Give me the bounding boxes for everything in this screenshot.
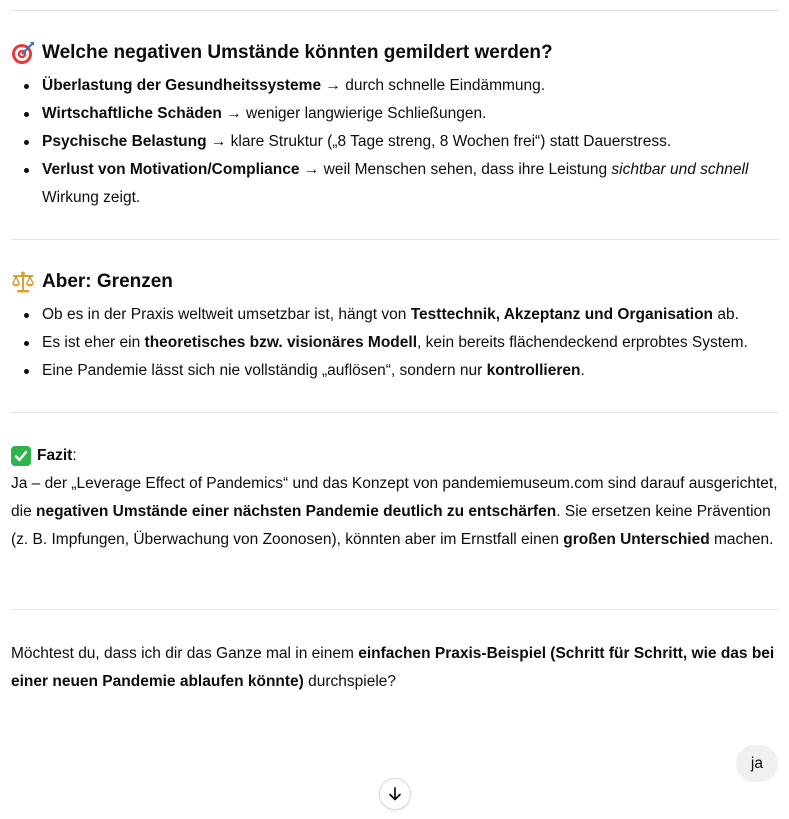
list-item-text: Eine Pandemie lässt sich nie vollständig „auflösen“, sondern nur (42, 362, 487, 379)
list-item-text: → durch schnelle Eindämmung. (321, 77, 546, 94)
list-item (11, 329, 781, 357)
list-item-text: , kein bereits flächendeckend erprobtes System. (417, 334, 748, 351)
paragraph-text: Möchtest du, dass ich dir das Ganze mal in einem (11, 645, 359, 662)
direct-hit-target-icon (11, 41, 35, 65)
check-mark-icon (11, 446, 31, 466)
list-item-text: → weniger langwierige Schließungen. (221, 105, 487, 122)
scroll-to-bottom-button[interactable] (379, 778, 411, 810)
paragraph-bold: negativen Umstände einer nächsten Pandemie deutlich zu entschärfen (36, 503, 557, 520)
section-heading-mitigation (11, 41, 553, 65)
list-item (11, 156, 781, 212)
list-item-text: ab. (713, 306, 739, 323)
arrow-down-icon (387, 786, 403, 802)
list-item-bold: Psychische Belastung (42, 133, 207, 150)
list-item-text: → klare Struktur („8 Tage streng, 8 Wochen frei“) statt Dauerstress. (206, 133, 672, 150)
divider (11, 239, 779, 240)
list-item-text: → weil Menschen sehen, dass ihre Leistung (299, 161, 612, 178)
mitigation-list (11, 72, 781, 212)
list-item-text: Ob es in der Praxis weltweit umsetzbar ist, hängt von (42, 306, 411, 323)
paragraph-bold: großen Unterschied (563, 531, 710, 548)
list-item (11, 357, 781, 385)
list-item-italic: sichtbar und schnell (611, 161, 749, 178)
follow-up-question (11, 640, 781, 696)
paragraph-text: . Sie ersetzen keine Prävention (z. B. Impfungen, Überwachung von Zoonosen), könnten aber im Ernstfall einen (11, 503, 771, 548)
divider-top (11, 10, 779, 11)
balance-scale-icon (11, 270, 35, 294)
list-item-text: Wirkung zeigt. (42, 189, 141, 206)
fazit-heading (11, 442, 77, 470)
paragraph-text: durchspiele? (303, 673, 397, 690)
paragraph-text: Ja – der „Leverage Effect of Pandemics“ und das Konzept von pandemiemuseum.com sind darauf ausgerichtet, die (11, 475, 778, 520)
list-item-bold: Verlust von Motivation/Compliance (42, 161, 300, 178)
paragraph-bold: einfachen Praxis-Beispiel (Schritt für Schritt, wie das bei einer neuen Pandemie ablaufen könnte) (11, 645, 775, 690)
fazit-label: Fazit (37, 447, 73, 464)
section-heading-limits (11, 270, 173, 294)
section-heading-text: Aber: Grenzen (42, 271, 173, 292)
list-item-text: Es ist eher ein (42, 334, 145, 351)
list-item (11, 301, 781, 329)
limits-list (11, 301, 781, 385)
list-item-bold: Wirtschaftliche Schäden (42, 105, 222, 122)
fazit-paragraph (11, 470, 781, 554)
divider (11, 412, 779, 413)
section-heading-text: Welche negativen Umstände könnten gemildert werden? (42, 42, 553, 63)
list-item-text: . (580, 362, 585, 379)
list-item-bold: Testtechnik, Akzeptanz und Organisation (410, 306, 714, 323)
divider (11, 609, 779, 610)
list-item (11, 128, 781, 156)
user-message-bubble: ja (736, 745, 778, 782)
list-item-bold: kontrollieren (486, 362, 581, 379)
list-item (11, 72, 781, 100)
list-item-bold: Überlastung der Gesundheitssysteme (42, 77, 322, 94)
list-item (11, 100, 781, 128)
fazit-colon: : (72, 447, 77, 464)
list-item-bold: theoretisches bzw. visionäres Modell (144, 334, 418, 351)
paragraph-text: machen. (709, 531, 774, 548)
